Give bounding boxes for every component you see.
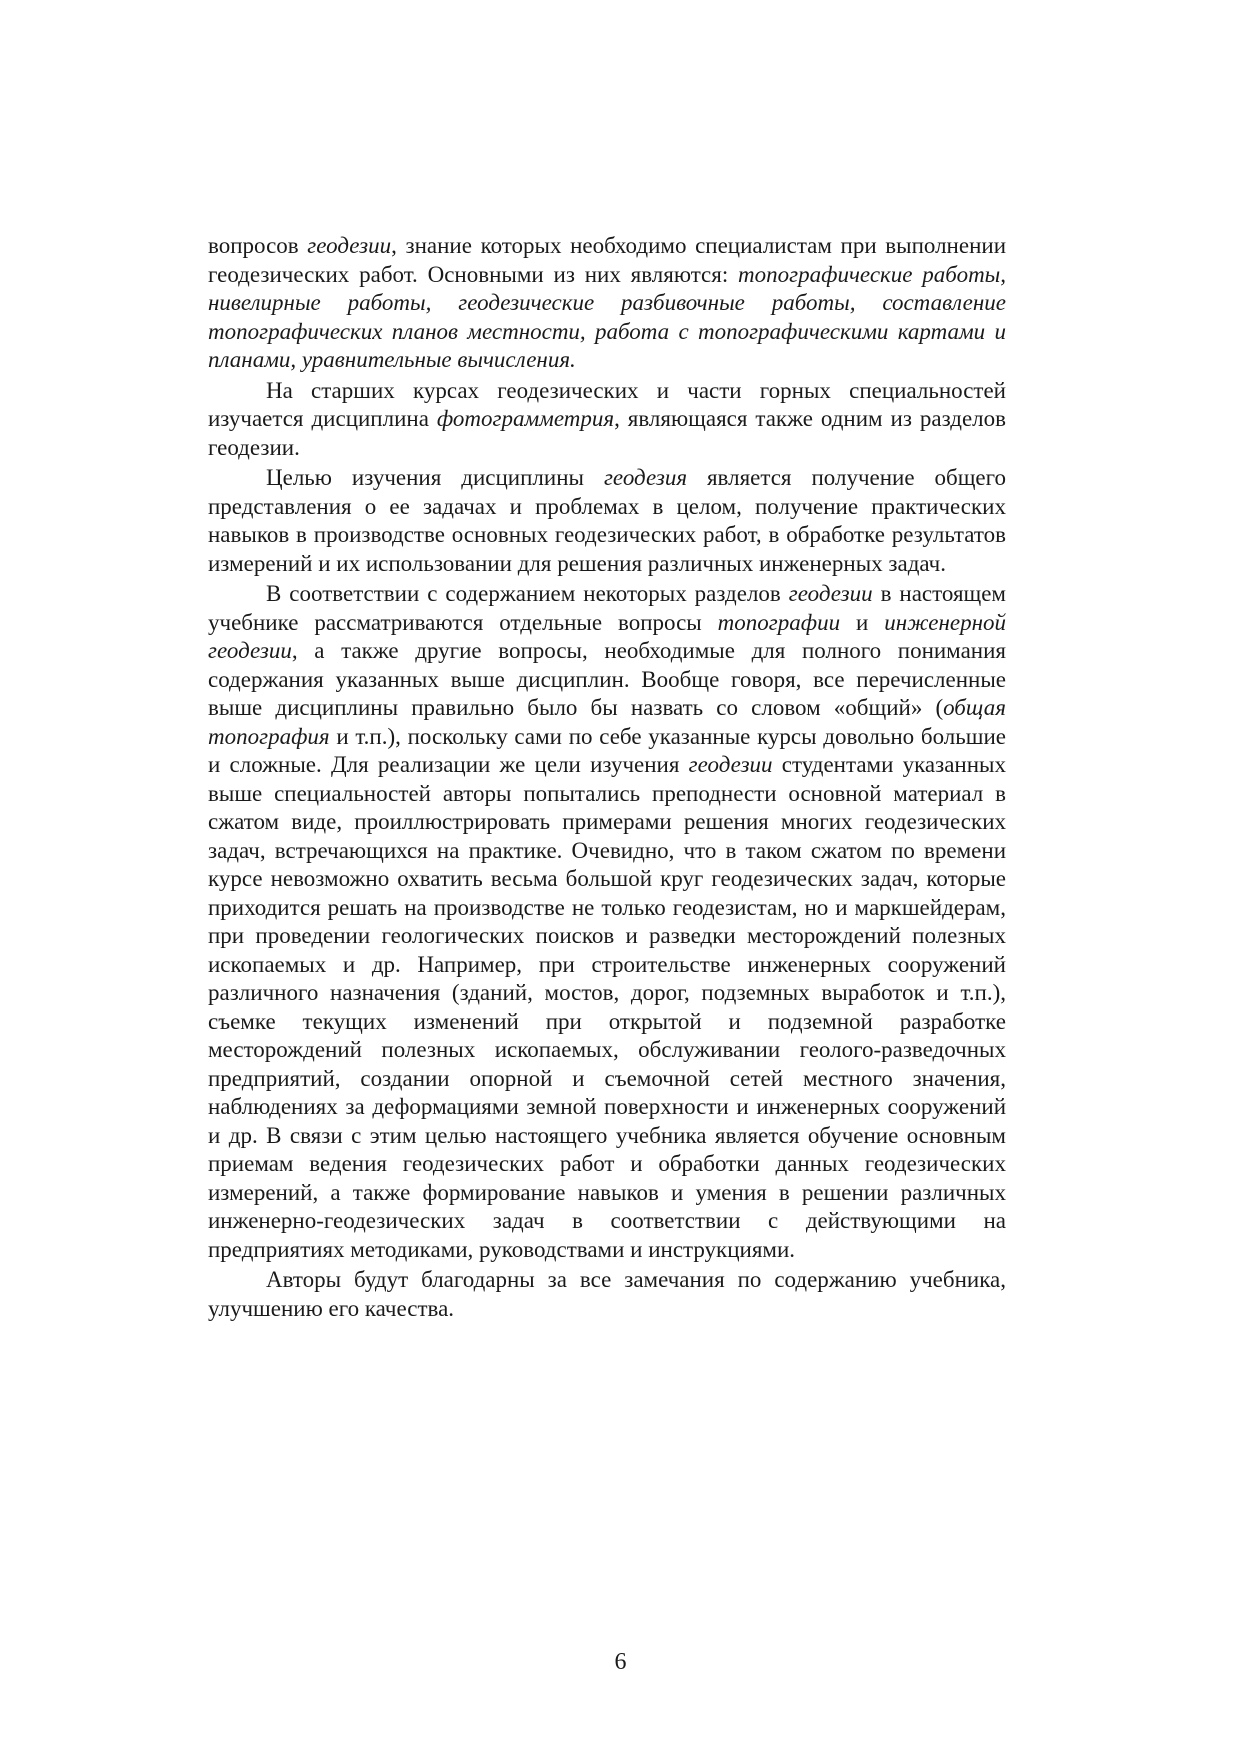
text-run: и т.п.), поскольку сами по себе указанные курсы довольно большие и сложные. Для реализации же цели изучения <box>208 723 1006 777</box>
italic-term: фотограмметрия <box>436 406 615 431</box>
italic-term: геодезии <box>307 233 392 258</box>
text-run: вопросов <box>208 233 308 258</box>
italic-term: общая топография <box>208 695 1006 749</box>
text-run: и <box>840 609 885 635</box>
paragraph <box>208 232 1006 375</box>
italic-term: инженерной геодезии <box>208 609 1006 663</box>
text-run: Целью изучения дисциплины <box>266 465 604 490</box>
body-text <box>208 232 1006 1325</box>
text-run: Авторы будут благодарны за все замечания по содержанию учебника, улучшению его качества. <box>208 1267 1006 1321</box>
italic-term: геодезия <box>603 465 688 490</box>
text-run: , знание которых необходимо специалистам при выполнении геодезических работ. Основными из них являются: <box>208 233 1007 287</box>
paragraph <box>208 580 1006 1264</box>
paragraph <box>208 464 1006 578</box>
text-run: В соответствии с содержанием некоторых разделов <box>266 581 789 606</box>
page-number: 6 <box>614 1649 627 1675</box>
italic-term: топографии <box>717 609 841 635</box>
paragraph <box>208 377 1006 463</box>
text-run: , являющаяся также одним из разделов геодезии. <box>208 406 1007 460</box>
paragraph <box>208 1266 1006 1323</box>
italic-term: геодезии <box>688 752 773 777</box>
text-run: , а также другие вопросы, необходимые для полного понимания содержания указанных выше дисциплин. Вообще говоря, все перечисленные выше дисциплины правильно было бы назвать со словом «общий» ( <box>208 638 1006 720</box>
text-run: студентами указанных выше специальностей авторы попытались преподнести основной материал в сжатом виде, проиллюстрировать примерами решения многих геодезических задач, встречающихся на практике. Очевидно, что в таком сжатом по времени курсе невозможно охватить весьма большой круг геодезических задач, которые приходится решать на производстве не только геодезистам, но и маркшейдерам, при проведении геологических поисков и разведки месторождений полезных ископаемых и др. Например, при строительстве инженерных сооружений различного назначения (зданий, мостов, дорог, подземных выработок и т.п.), съемке текущих изменений при открытой и подземной разработке месторождений полезных ископаемых, обслуживании геолого-разведочных предприятий, создании опорной и съемочной сетей местного значения, наблюдениях за деформациями земной поверхности и инженерных сооружений и др. В связи с этим целью настоящего учебника является обучение основным приемам ведения геодезических работ и обработки данных геодезических измерений, а также формирование навыков и умения в решении различных инженерно-геодезических задач в соответствии с действующими на предприятиях методиками, руководствами и инструкциями. <box>208 752 1007 1262</box>
text-run: является получение общего представления о ее задачах и проблемах в целом, получение практических навыков в производстве основных геодезических работ, в обработке результатов измерений и их использовании для решения различных инженерных задач. <box>208 465 1007 576</box>
italic-term: геодезии <box>788 581 873 606</box>
italic-term: топографические работы, нивелирные работы, геодезические разбивочные работы, составление топографических планов местности, работа с топографическими картами и планами, уравнительные вычисления. <box>208 261 1007 372</box>
text-run: в настоящем учебнике рассматриваются отдельные вопросы <box>208 581 1006 635</box>
text-run: На старших курсах геодезических и части горных специальностей изучается дисциплина <box>208 377 1006 431</box>
